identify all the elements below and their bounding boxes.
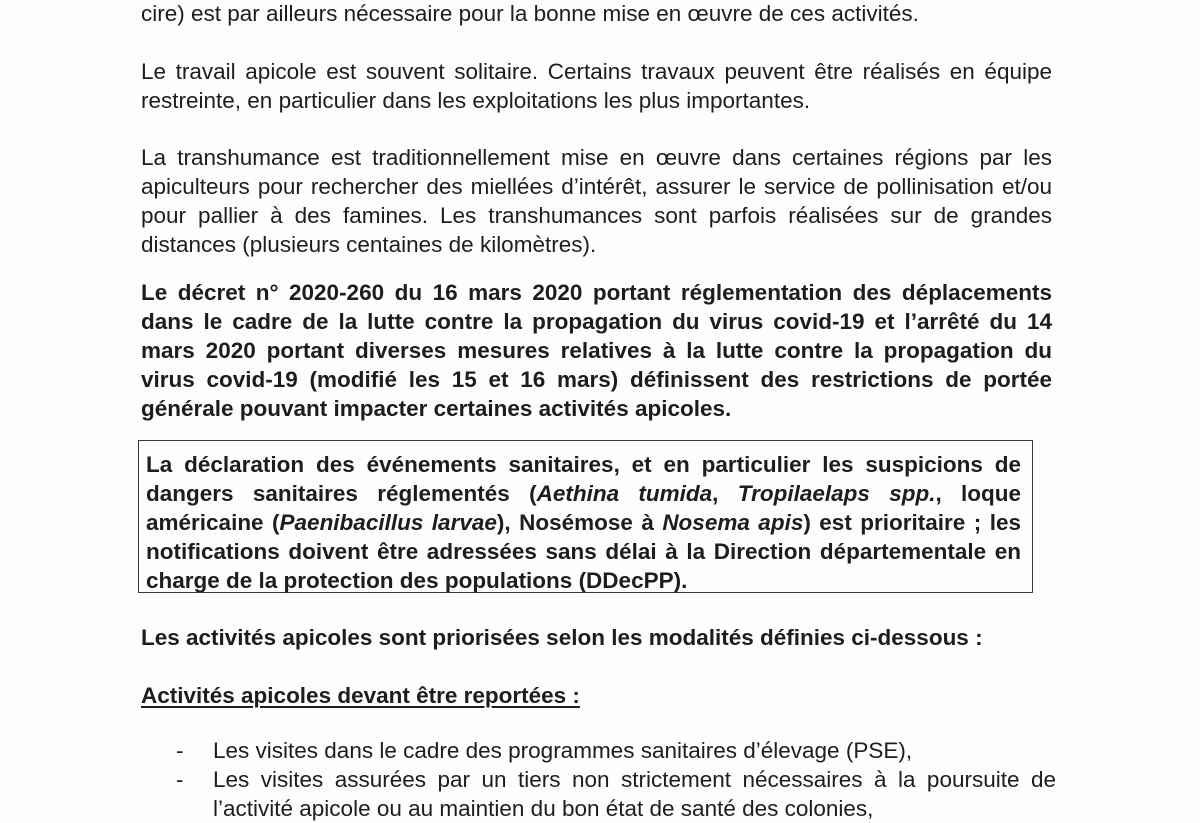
list-item	[176, 736, 1056, 765]
box-text-3: , loque américaine (	[146, 481, 1022, 535]
paragraph-transhumance: La transhumance est traditionnellement mise en œuvre dans certaines régions par les apiculteurs pour rechercher des miellées d’intérêt, assurer le service de pollinisation et/ou pour pallier à des famines. Les transhumances sont parfois réalisées sur de grandes distances (plusieurs centaines de kilomètres).	[141, 145, 1052, 257]
box-text-5: ) est prioritaire ; les notifications doivent être adressées sans délai à la Direction départementale en charge de la protection des populations (DDecPP).	[146, 510, 1021, 593]
box-species-nosema: Nosema apis	[662, 510, 804, 535]
postponed-activities-heading: Activités apicoles devant être reportées :	[141, 683, 580, 708]
sanitary-declaration-box	[138, 440, 1033, 593]
paragraph-cire: cire) est par ailleurs nécessaire pour la bonne mise en œuvre de ces activités.	[141, 1, 919, 26]
sanitary-declaration-text	[146, 450, 1021, 595]
box-species-aethina: Aethina tumida	[536, 481, 713, 506]
paragraph-travail-apicole: Le travail apicole est souvent solitaire. Certains travaux peuvent être réalisés en équipe restreinte, en particulier dans les exploitations les plus importantes.	[141, 59, 1052, 113]
box-text-1: La déclaration des événements sanitaires, et en particulier les suspicions de dangers sanitaires réglementés (	[146, 452, 1021, 506]
list-item	[176, 765, 1056, 823]
activities-priority-intro: Les activités apicoles sont priorisées selon les modalités définies ci-dessous :	[141, 625, 983, 650]
paragraph-decret: Le décret n° 2020-260 du 16 mars 2020 portant réglementation des déplacements dans le cadre de la lutte contre la propagation du virus covid-19 et l’arrêté du 14 mars 2020 portant diverses mesures relatives à la lutte contre la propagation du virus covid-19 (modifié les 15 et 16 mars) définissent des restrictions de portée générale pouvant impacter certaines activités apicoles.	[141, 280, 1052, 421]
box-species-paenibacillus: Paenibacillus larvae	[279, 510, 497, 535]
postponed-activities-list	[176, 736, 1056, 823]
list-item-text: Les visites assurées par un tiers non strictement nécessaires à la poursuite de l’activité apicole ou au maintien du bon état de santé des colonies,	[213, 767, 1056, 821]
box-text-4: ), Nosémose à	[496, 510, 663, 535]
box-species-tropilaelaps: Tropilaelaps spp.	[737, 481, 936, 506]
list-item-text: Les visites dans le cadre des programmes sanitaires d’élevage (PSE),	[213, 738, 913, 763]
box-text-2: ,	[712, 481, 738, 506]
dash-bullet: -	[176, 767, 184, 792]
dash-bullet: -	[176, 738, 184, 763]
